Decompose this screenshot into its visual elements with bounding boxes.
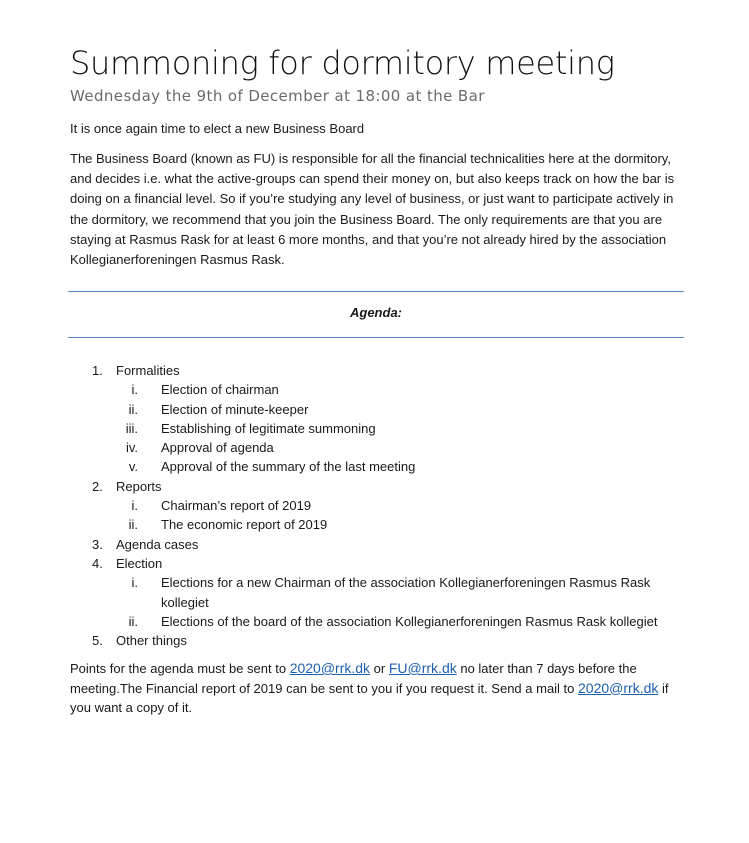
email-link-fu[interactable]: FU@rrk.dk (388, 660, 457, 676)
agenda-item-label: Election (116, 555, 163, 571)
agenda-subitem-number: ii. (128, 613, 138, 629)
agenda-subitem-number: i. (131, 382, 138, 398)
agenda-subitem-number: ii. (128, 517, 138, 533)
agenda-subitem-label: Election of minute-keeper (161, 401, 309, 417)
email-link-2020[interactable]: 2020@rrk.dk (289, 660, 371, 676)
intro-paragraph: It is once again time to elect a new Business Board (70, 121, 365, 136)
agenda-subitem-label: Approval of the summary of the last meeting (161, 459, 416, 475)
closing-text: Points for the agenda must be sent to (70, 661, 290, 676)
document-subtitle: Wednesday the 9th of December at 18:00 at the Bar (70, 87, 485, 105)
agenda-item-number: 2. (92, 478, 103, 494)
agenda-item-label: Other things (116, 633, 187, 649)
agenda-subitem (70, 438, 685, 457)
closing-text: or (370, 661, 389, 676)
closing-text: no later than 7 days before the meeting.The Financial report of 2019 can be sent to you if you request it. Send a mail to (70, 661, 637, 696)
agenda-top-rule (68, 291, 684, 292)
agenda-bottom-rule (68, 337, 684, 338)
agenda-subitem-label: Establishing of legitimate summoning (161, 420, 376, 436)
agenda-item (70, 554, 685, 573)
agenda-item (70, 535, 685, 554)
agenda-subitem (70, 457, 685, 476)
agenda-item-number: 4. (92, 555, 103, 571)
agenda-subitem (70, 496, 685, 515)
agenda-subitem-number: i. (131, 498, 138, 514)
agenda-subitem (70, 612, 685, 631)
agenda-subitem-label: The economic report of 2019 (161, 517, 328, 533)
agenda-item-label: Formalities (116, 363, 180, 378)
agenda-item-label: Reports (116, 478, 162, 494)
business-board-paragraph: The Business Board (known as FU) is responsible for all the financial technicalities here at the dormitory, and decides i.e. what the active-groups can spend their money on, but also keeps track on how the bar is doing on a financial level. So if you’re studying any level of business, or just want to participate actively in the dormitory, we recommend that you join the Business Board. The only requirements are that you are staying at Rasmus Rask for at least 6 more months, and that you’re not already hired by the association Kollegianerforeningen Rasmus Rask. (70, 151, 675, 268)
document-title: Summoning for dormitory meeting (70, 44, 615, 82)
agenda-item-number: 1. (92, 363, 103, 378)
email-link-2020[interactable]: 2020@rrk.dk (578, 679, 659, 696)
agenda-subitem-number: iii. (125, 420, 138, 436)
agenda-subitem (70, 515, 685, 534)
closing-paragraph (70, 659, 685, 718)
agenda-subitem-number: v. (128, 459, 138, 475)
agenda-subitem-label: Approval of agenda (161, 440, 274, 456)
agenda-subitem-number: iv. (125, 440, 138, 456)
agenda-subitem-number: ii. (128, 401, 138, 417)
closing-text: if you want a copy of it. (70, 680, 669, 715)
agenda-subitem-label: Election of chairman (161, 382, 279, 398)
agenda-subitem-number: i. (131, 575, 138, 591)
agenda-item (70, 477, 685, 496)
agenda-list (70, 361, 685, 650)
agenda-item-label: Agenda cases (116, 536, 199, 552)
agenda-subitem-label: Elections for a new Chairman of the association Kollegianerforeningen Rasmus Rask kollegiet (161, 575, 651, 610)
agenda-item (70, 361, 685, 380)
agenda-subitem-label: Elections of the board of the association Kollegianerforeningen Rasmus Rask kollegiet (161, 613, 658, 629)
agenda-item (70, 631, 685, 650)
agenda-heading: Agenda: (350, 305, 402, 320)
agenda-subitem (70, 380, 685, 399)
agenda-subitem (70, 573, 685, 612)
agenda-subitem (70, 419, 685, 438)
agenda-item-number: 3. (92, 536, 103, 552)
agenda-subitem-label: Chairman’s report of 2019 (161, 498, 312, 514)
agenda-subitem (70, 400, 685, 419)
agenda-item-number: 5. (92, 633, 103, 649)
